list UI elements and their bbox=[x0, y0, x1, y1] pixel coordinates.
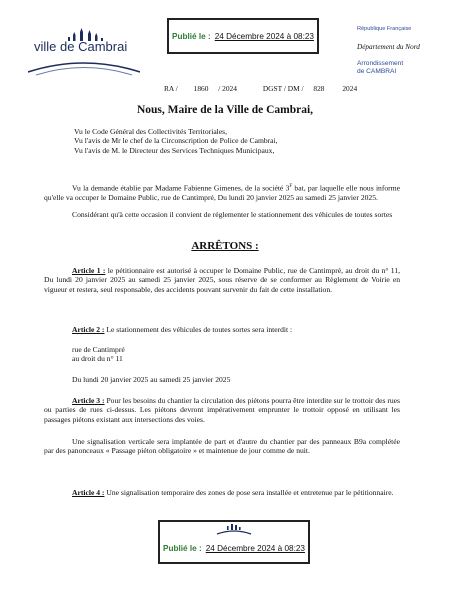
article-2-text: Le stationnement des véhicules de toutes sortes sera interdit : bbox=[104, 325, 293, 334]
article-3-signalisation: Une signalisation verticale sera implantée de part et d'autre du chantier par des panneaux B9a complétée par des panonceaux « Passage piéton obligatoire » et maintenue de jour comme de nuit. bbox=[44, 437, 400, 456]
city-logo bbox=[28, 28, 140, 76]
ra-year: / 2024 bbox=[218, 84, 237, 93]
arrondissement-line2: de CAMBRAI bbox=[357, 68, 397, 75]
article-4-label: Article 4 : bbox=[72, 488, 105, 497]
arretons-heading: ARRÊTONS : bbox=[191, 240, 259, 252]
demande-before: Vu la demande établie par Madame Fabienne Gimenes, de la société 3 bbox=[72, 183, 290, 193]
vu-list bbox=[74, 127, 414, 155]
article-2-number: au droit du n° 11 bbox=[72, 354, 123, 364]
arrondissement bbox=[357, 60, 403, 76]
publication-label: Publié le : bbox=[163, 543, 202, 553]
publication-stamp-top bbox=[167, 18, 319, 54]
publication-label: Publié le : bbox=[172, 31, 211, 41]
article-2-period: Du lundi 20 janvier 2025 au samedi 25 janvier 2025 bbox=[72, 375, 231, 384]
article-4 bbox=[44, 488, 400, 497]
demande-sup: F bbox=[289, 184, 293, 189]
article-3-text: Pour les besoins du chantier la circulation des piétons pourra être interdite sur le trottoir des rues ou parties de rues ci-dessus. Les piétons devront impérativement emprunter le trottoir opposé en utilisant les passages piétons existant aux intersections des voies. bbox=[44, 396, 400, 424]
vu-item: Vu l'avis de Mr le chef de la Circonscription de Police de Cambrai, bbox=[74, 136, 278, 146]
vu-item: Vu le Code Général des Collectivités Territoriales, bbox=[74, 127, 228, 136]
departement: Département du Nord bbox=[357, 43, 420, 51]
demande-after: bat, par laquelle elle nous informe qu'elle va occuper le Domaine Public, rue de Cantimpré, Du lundi 20 janvier 2025 au samedi 25 janvier 2025. bbox=[44, 183, 400, 202]
considerant-paragraph: Considérant qu'à cette occasion il convient de réglementer le stationnement des véhicules de toutes sortes bbox=[72, 210, 393, 219]
article-2 bbox=[44, 325, 400, 334]
article-1 bbox=[44, 266, 400, 294]
arrondissement-line1: Arrondissement bbox=[357, 60, 404, 67]
article-2-label: Article 2 : bbox=[72, 325, 105, 334]
article-1-text: le pétitionnaire est autorisé à occuper le Domaine Public, rue de Cantimpré, au droit du n° 11, Du lundi 20 janvier 2025 au samedi 25 janvier 2025, sous réserve de se conformer au Règlement de Voirie en vigueur et restera, seul responsable, des accidents pouvant survenir du fait de cette installation. bbox=[44, 266, 401, 294]
ra-label: RA / bbox=[164, 84, 178, 93]
dgst-number: 828 bbox=[313, 84, 325, 93]
article-2-location bbox=[72, 345, 372, 364]
demande-paragraph bbox=[44, 182, 400, 202]
republique-francaise: République Française bbox=[357, 26, 412, 32]
logo-text: ville de Cambrai bbox=[34, 39, 128, 54]
article-4-text: Une signalisation temporaire des zones de pose sera installée et entretenue par le pétitionnaire. bbox=[104, 488, 394, 497]
ra-number: 1860 bbox=[193, 84, 209, 93]
article-3 bbox=[44, 396, 400, 424]
cambrai-towers-icon bbox=[215, 522, 253, 536]
reference-line bbox=[164, 84, 357, 93]
vu-item: Vu l'avis de M. le Directeur des Services Techniques Municipaux, bbox=[74, 145, 275, 155]
publication-date: 24 Décembre 2024 à 08:23 bbox=[205, 543, 305, 553]
article-1-label: Article 1 : bbox=[72, 266, 106, 275]
publication-logo-bottom bbox=[215, 522, 253, 536]
article-2-street: rue de Cantimpré bbox=[72, 345, 125, 354]
dgst-label: DGST / DM / bbox=[262, 84, 304, 93]
publication-date: 24 Décembre 2024 à 08:23 bbox=[214, 31, 314, 41]
dgst-year: 2024 bbox=[342, 84, 358, 93]
document-title: Nous, Maire de la Ville de Cambrai, bbox=[136, 104, 314, 116]
article-3-label: Article 3 : bbox=[72, 396, 105, 405]
